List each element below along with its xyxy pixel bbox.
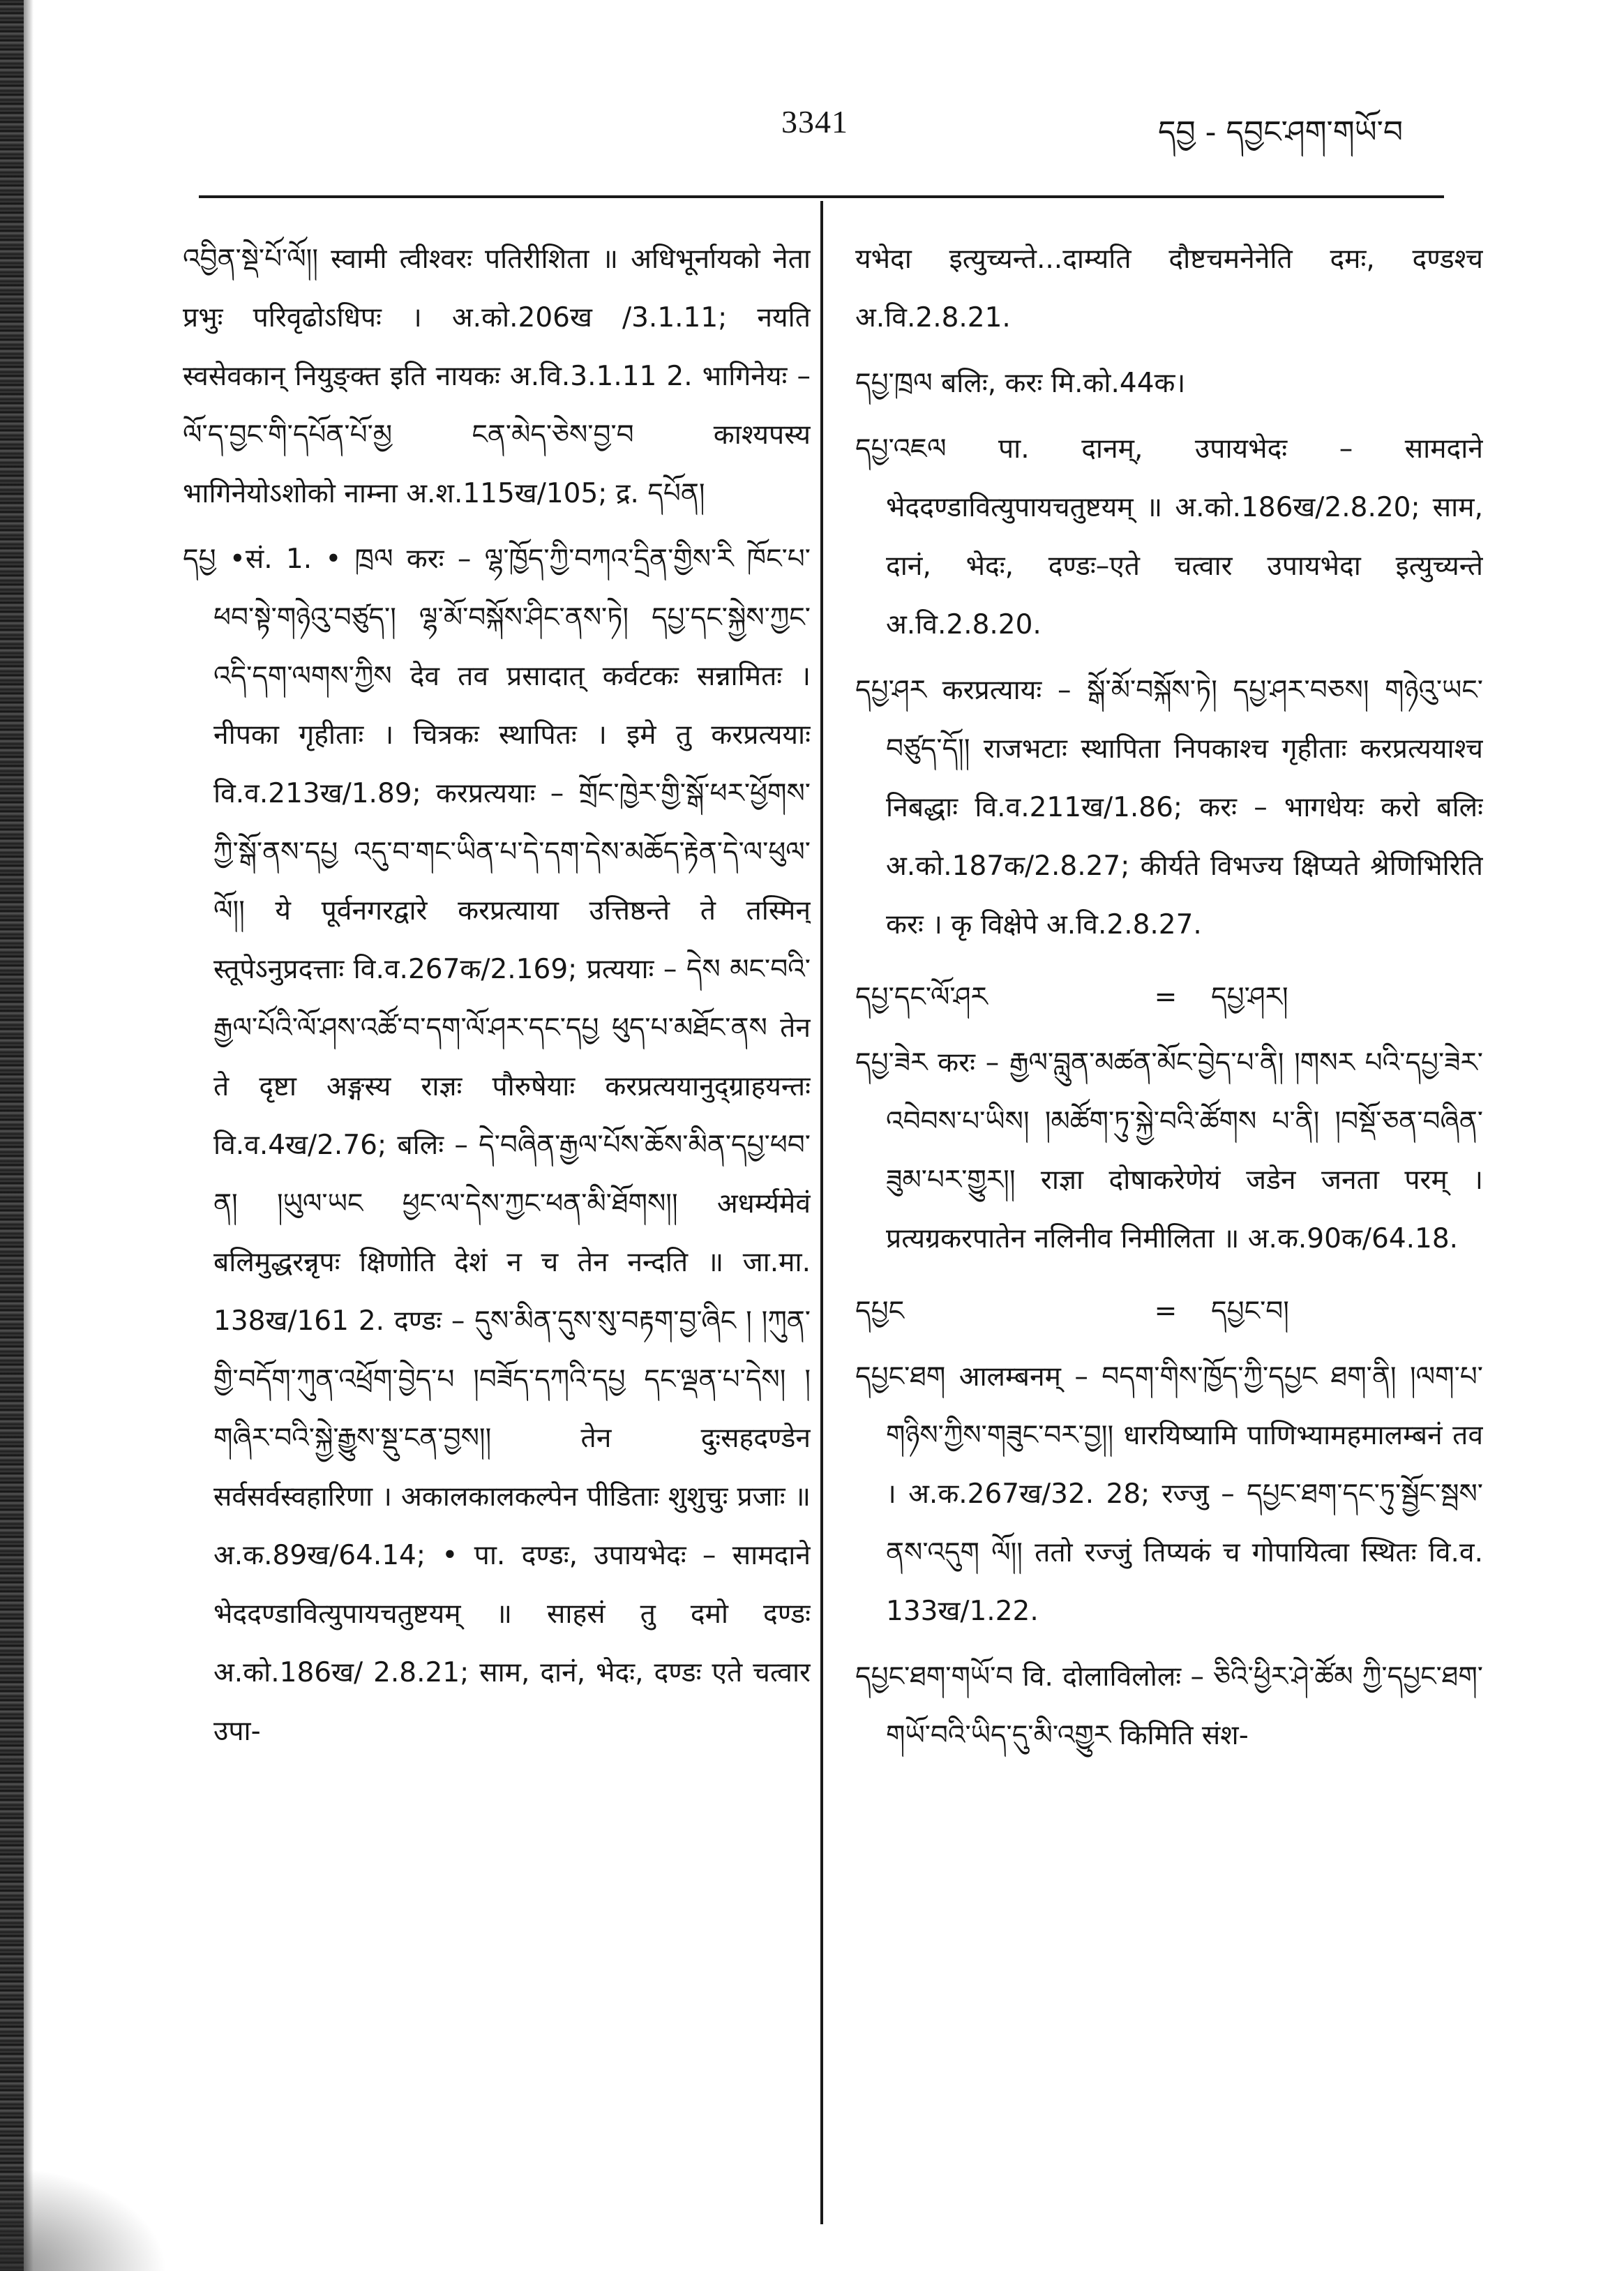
dictionary-entry: དཔྱ •सं. 1. • ཁྲལ करः – ལྷ་ཁྱོད་ཀྱི་བཀའ་དྲིན་གྱིས་རི ཁོང་པ་ཕབ་སྟེ་གཉེའུ་བཙུད་། ལྷ་མོ་བསྐོས་ཤིང་ནས་ཏེ། དཔྱ་དང་སྐྱེས་ཀྱང་འདི་དག་ལགས་ཀྱིས देव तव प्रसादात् कर्वटकः सन्नामितः । नीपका गृहीताः । चित्रकः स्थापितः । इमे तु करप्रत्ययाः वि.व.213ख/1.89; करप्रत्ययाः – གྲོང་ཁྱེར་གྱི་སྒོ་ཕར་ཕྱོགས་ཀྱི་སྒོ་ནས་དཔྱ འདུ་བ་གང་ཡིན་པ་དེ་དག་དེས་མཆོད་རྟེན་དེ་ལ་ཕུལ་ལོ།། ये पूर्वनगरद्वारे करप्रत्याया उत्तिष्ठन्ते ते तस्मिन् स्तूपेऽनुप्रदत्ताः वि.व.267क/2.169; प्रत्ययाः – དེས མང་བའི་རྒྱལ་པོའི་ལོ་ཤས་འཚོ་བ་དག་ལོ་ཤར་དང་དཔྱ ཕུད་པ་མཐོང་ནས तेन ते दृष्टा अङ्गस्य राज्ञः पौरुषेयाः करप्रत्ययानुद्ग्राहयन्तः वि.व.4ख/2.76; बलिः – དེ་བཞིན་རྒྱལ་པོས་ཆོས་མིན་དཔྱ་ཕབ་ན། །ཡུལ་ཡང ཕྱང་ལ་དེས་ཀྱང་ཕན་མི་ཐོགས།། अधर्म्यमेवं बलिमुद्धरन्नृपः क्षिणोति देशं न च तेन नन्दति ॥ जा.मा. 138ख/161 2. दण्डः – དུས་མིན་དུས་སུ་བརྟག་བྱ་ཞིང ། །ཀུན་གྱི་བདོག་ཀུན་འཕྲོག་བྱེད་པ །བཟོད་དཀའི་དཔྱ དང་ལྡན་པ་དེས། །གཞིར་བའི་སྐྱེ་རྒྱུས་སྡུ་ངན་བྱས།། तेन दुःसहदण्डेन सर्वसर्वस्वहारिणा । अकालकालकल्पेन पीडिताः शुशुचुः प्रजाः ॥ अ.क.89ख/64.14; • पा. दण्डः, उपायभेदः – सामदाने भेददण्डावित्युपायचतुष्टयम् ॥ साहसं तु दमो दण्डः अ.को.186ख/ 2.8.21; साम, दानं, भेदः, दण्डः एते चत्वार उपा- <box>183 544 811 1747</box>
dictionary-entry: དཔྱ་ཟེར करः – རྒྱལ་བླུན་མཚན་མོང་བྱེད་པ་ནི། །གསར པའི་དཔྱ་ཟེར་འབེབས་པ་ཡིས། །མཚོག་ཏུ་སྐྱེ་བའི་ཚོགས པ་ནི། །བསྡོ་ཅན་བཞིན་ཟུམ་པར་གྱུར།། राज्ञा दोषाकरेणेयं जडेन जनता परम् । प्रत्यग्रकरपातेन नलिनीव निमीलिता ॥ अ.क.90क/64.18. <box>855 1047 1483 1254</box>
dictionary-entry-continuation: འབྱིན་སྡེ་པོ་ལོ།། स्वामी त्वीश्वरः पतिरीशिता ॥ अधिभूर्नायको नेता प्रभुः परिवृढोऽधिपः । अ.को.206ख /3.1.11; नयति स्वसेवकान् नियुङ्क्त इति नायकः अ.वि.3.1.11 2. भागिनेयः – ལོ་ད་བྱང་གི་དཔོན་པོ་མྱ ངན་མེད་ཅེས་བྱ་བ काश्यपस्य भागिनेयोऽशोको नाम्ना अ.श.115ख/105; द्र. དཔོན། <box>183 243 811 509</box>
scan-edge-shadow <box>24 0 33 2271</box>
dictionary-entry: དཔྱ་ཁྲལ बलिः, करः मि.को.44क। <box>855 368 1186 399</box>
scan-corner-smudge <box>0 2166 167 2271</box>
left-column <box>183 230 811 2240</box>
xref-headword: དཔྱང <box>855 1296 905 1327</box>
cross-reference-entry <box>855 968 1483 1027</box>
xref-target: དཔྱང་བ། <box>1211 1296 1289 1327</box>
dictionary-entry-continuation: यभेदा इत्युच्यन्ते...दाम्यति दौष्टचमनेनेति दमः, दण्डश्च अ.वि.2.8.21. <box>855 243 1483 333</box>
right-column <box>855 230 1483 2240</box>
xref-equals-sign: = <box>1154 982 1178 1013</box>
column-divider <box>820 201 823 2224</box>
dictionary-entry: དཔྱ་འཇལ पा. दानम्, उपायभेदः – सामदाने भेददण्डावित्युपायचतुष्टयम् ॥ अ.को.186ख/2.8.20; साम, दानं, भेदः, दण्डः–एते चत्वार उपायभेदा इत्युच्यन्ते अ.वि.2.8.20. <box>855 433 1483 640</box>
xref-equals-sign: = <box>1154 1296 1178 1327</box>
dictionary-entry: དཔྱ་ཤར करप्रत्यायः – སྒོ་མོ་བསྐོས་ཏེ། དཔྱ་ཤར་བཅས། གཉེའུ་ཡང་བཙུད་དོ།། राजभटाः स्थापिता निपकाश्च गृहीताः करप्रत्ययाश्च निबद्धाः वि.व.211ख/1.86; करः – भागधेयः करो बलिः अ.को.187क/2.8.27; कीर्यते विभज्य क्षिप्यते श्रेणिभिरिति करः । कृ विक्षेपे अ.वि.2.8.27. <box>855 675 1483 940</box>
scan-binding-edge <box>0 0 24 2271</box>
xref-headword: དཔྱ་དང་ལོ་ཤར <box>855 982 988 1013</box>
xref-target: དཔྱ་ཤར། <box>1211 982 1288 1013</box>
running-head: དབྱ - དབྱང་ཤག་གཡོ་བ <box>1158 114 1404 150</box>
cross-reference-entry <box>855 1282 1483 1341</box>
dictionary-entry: དཔྱང་ཐག आलम्बनम् – བདག་གིས་ཁྱོད་ཀྱི་དཔྱང ཐག་ནི། །ལག་པ་གཉིས་ཀྱིས་གཟུང་བར་བྱ།། धारयिष्यामि पाणिभ्यामहमालम्बनं तव । अ.क.267ख/32. 28; रज्जु – དཔྱང་ཐག་དང་ཏུ་སྦྱོང་སྦས་ནས་འདུག ལོ།། ततो रज्जुं तिप्यकं च गोपायित्वा स्थितः वि.व. 133ख/1.22. <box>855 1361 1483 1627</box>
page-number: 3341 <box>781 104 848 140</box>
header-rule <box>199 195 1444 198</box>
dictionary-entry: དཔྱང་ཐག་གཡོ་བ वि. दोलाविलोलः – ཅིའི་ཕྱིར་ཤེ་ཚོམ ཀྱི་དཔྱང་ཐག་གཡོ་བའི་ཡིད་དུ་མི་འགྱུར किमिति संश- <box>855 1661 1483 1751</box>
